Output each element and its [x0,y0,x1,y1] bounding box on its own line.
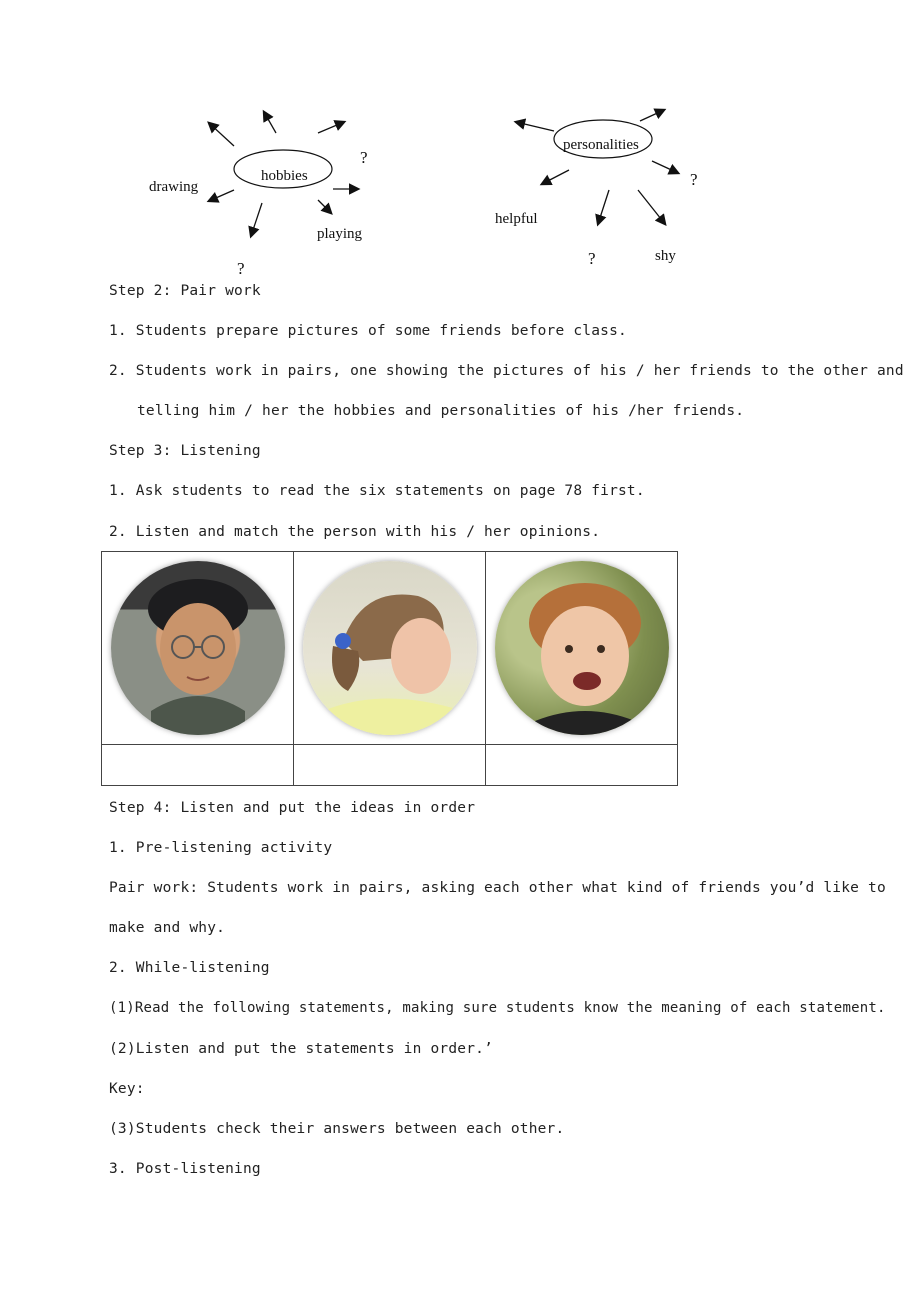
step2-item-2: 2. Students work in pairs, one showing the pictures of his / her friends to the other and [109,363,904,379]
while-item-3: (3)Students check their answers between each other. [109,1121,565,1137]
personalities-label: personalities [563,137,639,153]
helpful-label: helpful [495,211,538,227]
while-item-1: (1)Read the following statements, making sure students know the meaning of each statement. [109,1000,886,1016]
photo-cell-1 [102,552,294,745]
key-label: Key: [109,1081,145,1097]
step3-item-1: 1. Ask students to read the six statements on page 78 first. [109,483,645,499]
mind-map-arrows [0,0,920,285]
step2-item-1: 1. Students prepare pictures of some friends before class. [109,323,627,339]
hobbies-unknown-1: ? [360,148,368,167]
answer-cell-1[interactable] [102,745,294,786]
drawing-label: drawing [149,179,199,195]
step2-heading: Step 2: Pair work [109,283,261,299]
pre-listening-heading: 1. Pre-listening activity [109,840,333,856]
step4-heading: Step 4: Listen and put the ideas in order [109,800,476,816]
photo-cell-2 [294,552,486,745]
hobbies-label: hobbies [261,168,308,184]
step3-item-2: 2. Listen and match the person with his / her opinions. [109,524,601,540]
boy-with-glasses-photo [111,561,285,735]
photo-cell-3 [486,552,678,745]
girl-face-icon [303,561,477,735]
pair-work-line-cont: make and why. [109,920,226,936]
answer-row [102,745,678,786]
boy-face-icon [111,561,285,735]
post-listening-heading: 3. Post-listening [109,1161,261,1177]
shy-label: shy [655,248,676,264]
while-item-2: (2)Listen and put the statements in order.’ [109,1041,493,1057]
mind-map-area [0,0,920,285]
personalities-unknown-2: ? [588,249,596,268]
step2-item-2-cont: telling him / her the hobbies and personalities of his /her friends. [137,403,745,419]
answer-cell-2[interactable] [294,745,486,786]
photo-table [101,551,678,786]
smiling-boy-photo [495,561,669,735]
girl-side-view-photo [303,561,477,735]
step3-heading: Step 3: Listening [109,443,261,459]
answer-cell-3[interactable] [486,745,678,786]
hobbies-unknown-2: ? [237,259,245,278]
photo-row [102,552,678,745]
playing-label: playing [317,226,362,242]
personalities-arrows [516,110,678,224]
pair-work-line: Pair work: Students work in pairs, asking each other what kind of friends you’d like to [109,880,886,896]
while-listening-heading: 2. While-listening [109,960,270,976]
smiling-boy-face-icon [495,561,669,735]
personalities-unknown-1: ? [690,170,698,189]
